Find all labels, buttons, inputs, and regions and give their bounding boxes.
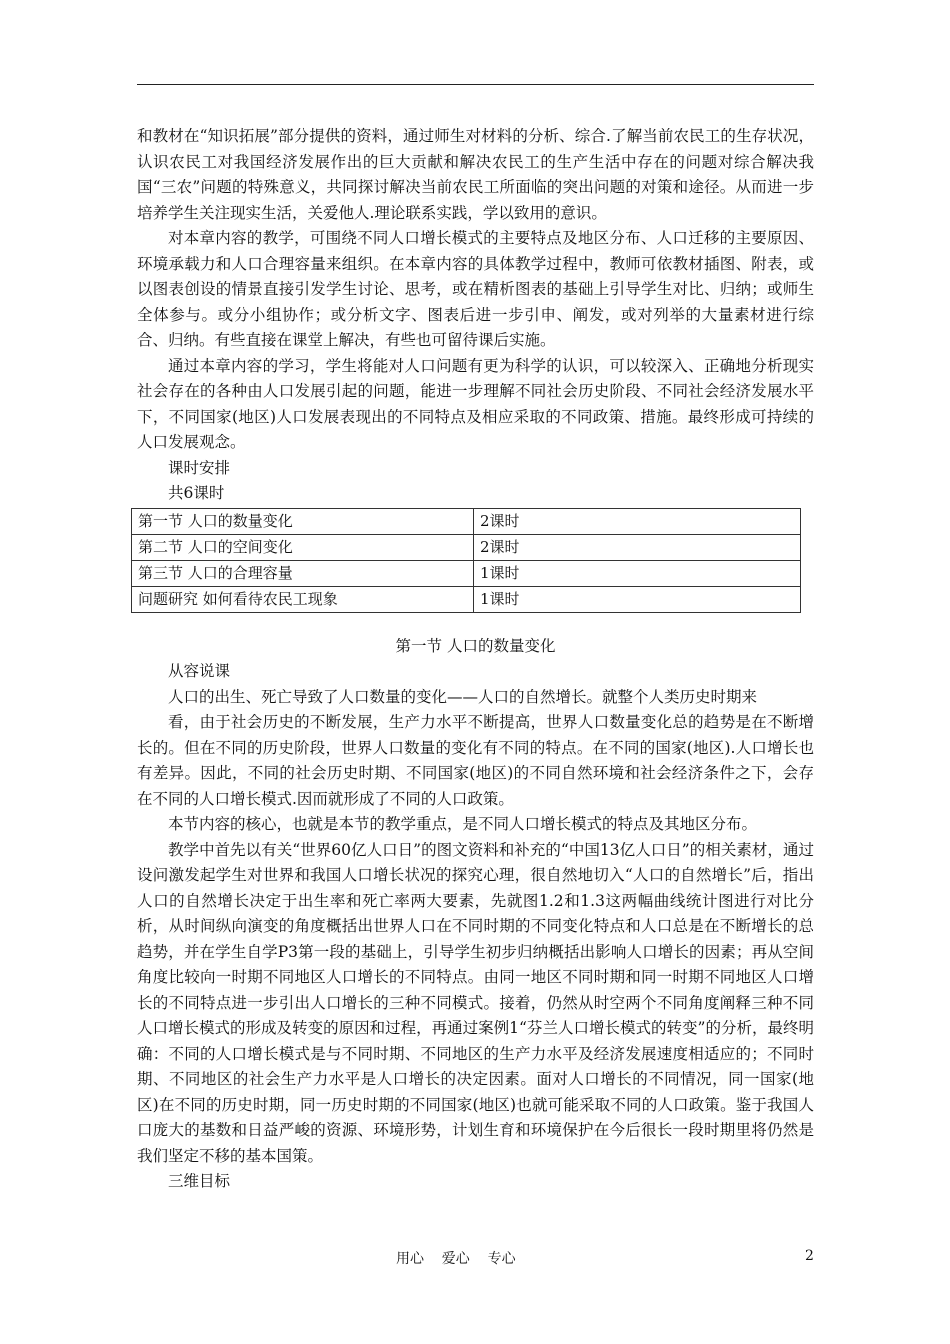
paragraph-teaching-process: 教学中首先以有关“世界60亿人口日”的图文资料和补充的“中国13亿人口日”的相关素材，通过设问激发起学生对世界和我国人口增长状况的探究心理，很自然地切入“人口的自然增长”后，指出人口的自然增长决定于出生率和死亡率两大要素，先就图1.2和1.3这两幅曲线统计图进行对比分析，从时间纵向演变的角度概括出世界人口在不同时期的不同变化特点和人口总是在不断增长的总趋势，并在学生自学P3第一段的基础上，引导学生初步归纳概括出影响人口增长的因素；再从空间角度比较向一时期不同地区人口增长的不同特点。由同一地区不同时期和同一时期不同地区人口增长的不同特点进一步引出人口增长的三种不同模式。接着，仍然从时空两个不同角度阐释三种不同人口增长模式的形成及转变的原因和过程，再通过案例1“芬兰人口增长模式的转变”的分析，最终明确：不同的人口增长模式是与不同时期、不同地区的生产力水平及经济发展速度相适应的；不同时期、不同地区的社会生产力水平是人口增长的决定因素。面对人口增长的不同情况，同一国家(地区)在不同的历史时期，同一历史时期的不同国家(地区)也就可能采取不同的人口政策。鉴于我国人口庞大的基数和日益严峻的资源、环境形势，计划生育和环境保护在今后很长一段时期里将仍然是我们坚定不移的基本国策。 [137, 840, 814, 1165]
schedule-table [131, 508, 801, 613]
paragraph-teaching-approach: 对本章内容的教学，可围绕不同人口增长模式的主要特点及地区分布、人口迁移的主要原因、环境承载力和人口合理容量来组织。在本章内容的具体教学过程中，教师可依教材插图、附表，或以图表创设的情景直接引发学生讨论、思考，或在精析图表的基础上引导学生对比、归纳；或师生全体参与。或分小组协作；或分析文字、图表后进一步引申、阐发，或对列举的大量素材进行综合、归纳。有些直接在课堂上解决，有些也可留待课后实施。 [137, 229, 814, 349]
section-cell: 问题研究 如何看待农民工现象 [132, 586, 474, 612]
table-row [132, 586, 801, 612]
schedule-total: 共6课时 [168, 484, 225, 502]
section-cell: 第二节 人口的空间变化 [132, 534, 474, 560]
hours-cell: 1课时 [474, 560, 801, 586]
table-row [132, 560, 801, 586]
section-cell: 第一节 人口的数量变化 [132, 508, 474, 534]
paragraph-first-line: 人口的出生、死亡导致了人口数量的变化——人口的自然增长。就整个人类历史时期来 [168, 687, 758, 706]
table-row [132, 534, 801, 560]
hours-cell: 2课时 [474, 508, 801, 534]
closing-label: 三维目标 [168, 1172, 231, 1190]
page-number: 2 [805, 1248, 814, 1264]
paragraph-continued: 和教材在“知识拓展”部分提供的资料，通过师生对材料的分析、综合.了解当前农民工的生存状况，认识农民工对我国经济发展作出的巨大贡献和解决农民工的生产生活中存在的问题对综合解决我国“三农”问题的特殊意义，共同探讨解决当前农民工所面临的突出问题的对策和途径。从而进一步培养学生关注现实生活，关爱他人.理论联系实践，学以致用的意识。 [137, 127, 814, 222]
footer-motto: 用心 爱心 专心 [396, 1251, 516, 1267]
page-content [137, 124, 814, 1195]
schedule-label: 课时安排 [168, 458, 231, 477]
paragraph-learning-outcome: 通过本章内容的学习，学生将能对人口问题有更为科学的认识，可以较深入、正确地分析现实社会存在的各种由人口发展引起的问题，能进一步理解不同社会历史阶段、不同社会经济发展水平下，不同国家(地区)人口发展表现出的不同特点及相应采取的不同政策、措施。最终形成可持续的人口发展观念。 [137, 356, 814, 451]
section-subtitle: 从容说课 [168, 662, 231, 680]
paragraph-growth-history: 看，由于社会历史的不断发展，生产力水平不断提高，世界人口数量变化总的趋势是在不断增长的。但在不同的历史阶段，世界人口数量的变化有不同的特点。在不同的国家(地区).人口增长也有差异。因此，不同的社会历史时期、不同国家(地区)的不同自然环境和社会经济条件之下，会存在不同的人口增长模式.因而就形成了不同的人口政策。 [137, 713, 814, 808]
section-cell: 第三节 人口的合理容量 [132, 560, 474, 586]
section-title: 第一节 人口的数量变化 [395, 636, 556, 655]
paragraph-key-point: 本节内容的核心，也就是本节的教学重点，是不同人口增长模式的特点及其地区分布。 [168, 815, 758, 833]
header-rule [137, 84, 814, 85]
hours-cell: 1课时 [474, 586, 801, 612]
hours-cell: 2课时 [474, 534, 801, 560]
table-row [132, 508, 801, 534]
